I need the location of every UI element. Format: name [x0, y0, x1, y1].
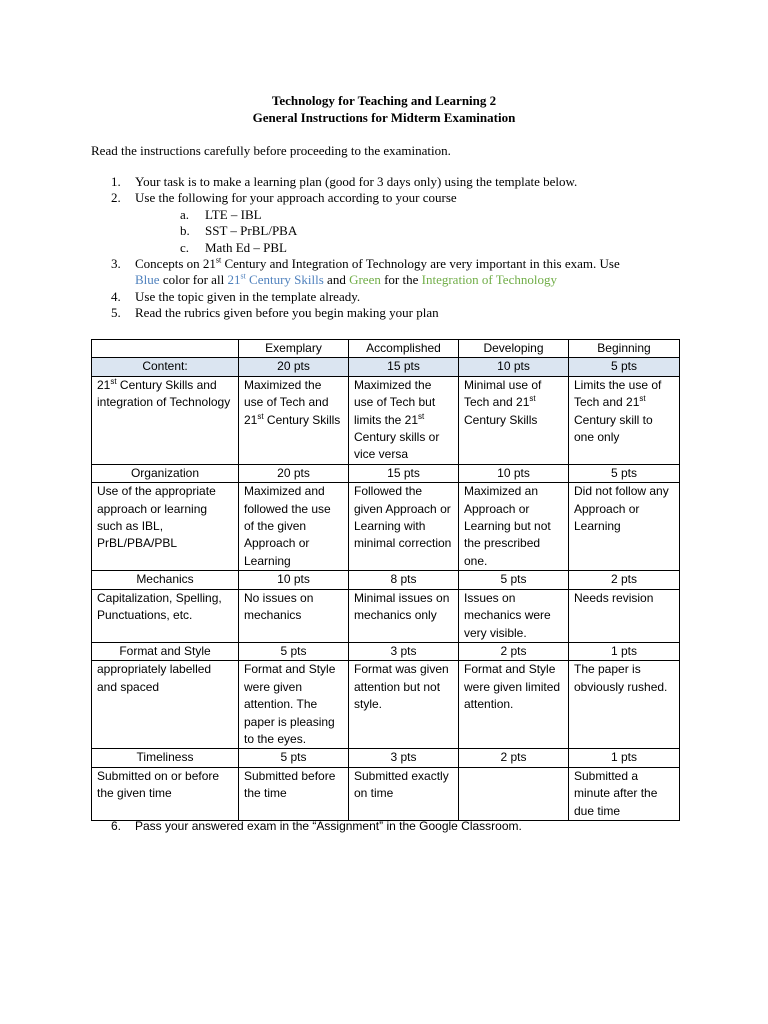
rubric-cell: Limits the use of Tech and 21st Century skill to one only	[569, 376, 680, 464]
rubric-cell: Issues on mechanics were very visible.	[459, 589, 569, 642]
rubric-table	[91, 339, 680, 821]
instruction-text: Read the rubrics given before you begin making your plan	[135, 305, 439, 321]
criterion-description: 21st Century Skills and integration of Technology	[92, 376, 239, 464]
points-cell: 5 pts	[239, 642, 349, 660]
organization-description-row	[92, 483, 680, 571]
approach-letter: a.	[180, 206, 190, 222]
instruction-item	[111, 174, 711, 190]
rubric-cell: The paper is obviously rushed.	[569, 661, 680, 749]
rubric-cell: Format and Style were given limited attention.	[459, 661, 569, 749]
approach-item	[135, 240, 711, 256]
final-instruction	[111, 818, 522, 834]
instruction-number: 1.	[111, 174, 121, 189]
rubric-cell: Maximized the use of Tech but limits the 21st Century skills or vice versa	[349, 376, 459, 464]
document-header	[0, 92, 768, 126]
criterion-label: Format and Style	[92, 642, 239, 660]
points-cell: 2 pts	[459, 749, 569, 767]
rubric-cell: Followed the given Approach or Learning with minimal correction	[349, 483, 459, 571]
timeliness-points-row	[92, 749, 680, 767]
points-cell: 3 pts	[349, 642, 459, 660]
rubric-cell: Maximized an Approach or Learning but not the prescribed one.	[459, 483, 569, 571]
rubric-cell: Minimal use of Tech and 21st Century Skills	[459, 376, 569, 464]
rubric-cell: Needs revision	[569, 589, 680, 642]
points-cell: 20 pts	[239, 358, 349, 376]
points-cell: 10 pts	[459, 358, 569, 376]
rubric-cell: Maximized and followed the use of the given Approach or Learning	[239, 483, 349, 571]
rubric-header-row	[92, 340, 680, 358]
rubric-header-developing: Developing	[459, 340, 569, 358]
approach-letter: b.	[180, 223, 190, 239]
instruction-number: 4.	[111, 288, 121, 304]
criterion-description: Use of the appropriate approach or learning such as IBL, PrBL/PBA/PBL	[92, 483, 239, 571]
approach-text: SST – PrBL/PBA	[205, 223, 298, 239]
points-cell: 5 pts	[569, 358, 680, 376]
criterion-label: Timeliness	[92, 749, 239, 767]
rubric-cell: Submitted a minute after the due time	[569, 767, 680, 820]
rubric-cell	[459, 767, 569, 820]
instruction-number: 2.	[111, 190, 121, 206]
instruction-text: Use the following for your approach according to your course	[135, 190, 457, 206]
rubric-cell: Minimal issues on mechanics only	[349, 589, 459, 642]
mechanics-description-row	[92, 589, 680, 642]
instruction-item: 3. Concepts on 21st Century and Integration of Technology are very important in this exam. Use Blue color for all 21st Century Skills and Green for the Integration of Technology	[111, 255, 620, 288]
criterion-label: Organization	[92, 464, 239, 482]
points-cell: 5 pts	[239, 749, 349, 767]
points-cell: 2 pts	[459, 642, 569, 660]
rubric-cell: Submitted exactly on time	[349, 767, 459, 820]
criterion-label: Mechanics	[92, 571, 239, 589]
rubric-cell: Format was given attention but not style.	[349, 661, 459, 749]
points-cell: 20 pts	[239, 464, 349, 482]
points-cell: 10 pts	[239, 571, 349, 589]
document-subtitle: General Instructions for Midterm Examination	[252, 110, 516, 125]
rubric-header-accomplished: Accomplished	[349, 340, 459, 358]
organization-points-row	[92, 464, 680, 482]
rubric-cell: Maximized the use of Tech and 21st Century Skills	[239, 376, 349, 464]
content-points-row	[92, 358, 680, 376]
points-cell: 8 pts	[349, 571, 459, 589]
rubric-cell: No issues on mechanics	[239, 589, 349, 642]
green-color-word: Green	[349, 272, 381, 288]
rubric-header-exemplary: Exemplary	[239, 340, 349, 358]
instruction-item	[111, 289, 711, 305]
points-cell: 15 pts	[349, 464, 459, 482]
criterion-description: Submitted on or before the given time	[92, 767, 239, 820]
criterion-description: Capitalization, Spelling, Punctuations, etc.	[92, 589, 239, 642]
points-cell: 1 pts	[569, 642, 680, 660]
points-cell: 5 pts	[569, 464, 680, 482]
points-cell: 15 pts	[349, 358, 459, 376]
instruction-item	[111, 305, 711, 321]
instruction-number: 3.	[111, 256, 121, 272]
points-cell: 10 pts	[459, 464, 569, 482]
intro-text: Read the instructions carefully before proceeding to the examination.	[91, 143, 451, 158]
instruction-text: Concepts on 21st Century and Integration of Technology are very important in this exam. Use	[135, 255, 620, 272]
rubric-cell: Submitted before the time	[239, 767, 349, 820]
instruction-item	[111, 190, 711, 256]
document-title: Technology for Teaching and Learning 2	[271, 93, 497, 108]
format-style-description-row	[92, 661, 680, 749]
approach-item	[135, 207, 711, 223]
rubric-header-beginning: Beginning	[569, 340, 680, 358]
instruction-number: 5.	[111, 305, 121, 321]
century-skills-label: 21st Century Skills	[227, 272, 324, 288]
points-cell: 5 pts	[459, 571, 569, 589]
points-cell: 3 pts	[349, 749, 459, 767]
criterion-label: Content:	[92, 358, 239, 376]
instruction-text: Use the topic given in the template already.	[135, 288, 361, 304]
blue-color-word: Blue	[135, 272, 160, 288]
integration-label: Integration of Technology	[421, 272, 557, 288]
content-description-row	[92, 376, 680, 464]
timeliness-description-row	[92, 767, 680, 820]
points-cell: 1 pts	[569, 749, 680, 767]
instructions-list	[111, 174, 711, 322]
format-style-points-row	[92, 642, 680, 660]
instruction-text: Your task is to make a learning plan (good for 3 days only) using the template below.	[135, 174, 578, 189]
approach-text: Math Ed – PBL	[205, 239, 287, 255]
instruction-number: 6.	[111, 819, 122, 833]
rubric-cell: Did not follow any Approach or Learning	[569, 483, 680, 571]
rubric-cell: Format and Style were given attention. The paper is pleasing to the eyes.	[239, 661, 349, 749]
criterion-description: appropriately labelled and spaced	[92, 661, 239, 749]
approach-item	[135, 223, 711, 239]
approach-list	[135, 207, 711, 256]
rubric-header-blank	[92, 340, 239, 358]
instruction-text: Pass your answered exam in the “Assignment” in the Google Classroom.	[135, 819, 522, 833]
approach-letter: c.	[180, 239, 190, 255]
approach-text: LTE – IBL	[205, 206, 262, 222]
mechanics-points-row	[92, 571, 680, 589]
points-cell: 2 pts	[569, 571, 680, 589]
